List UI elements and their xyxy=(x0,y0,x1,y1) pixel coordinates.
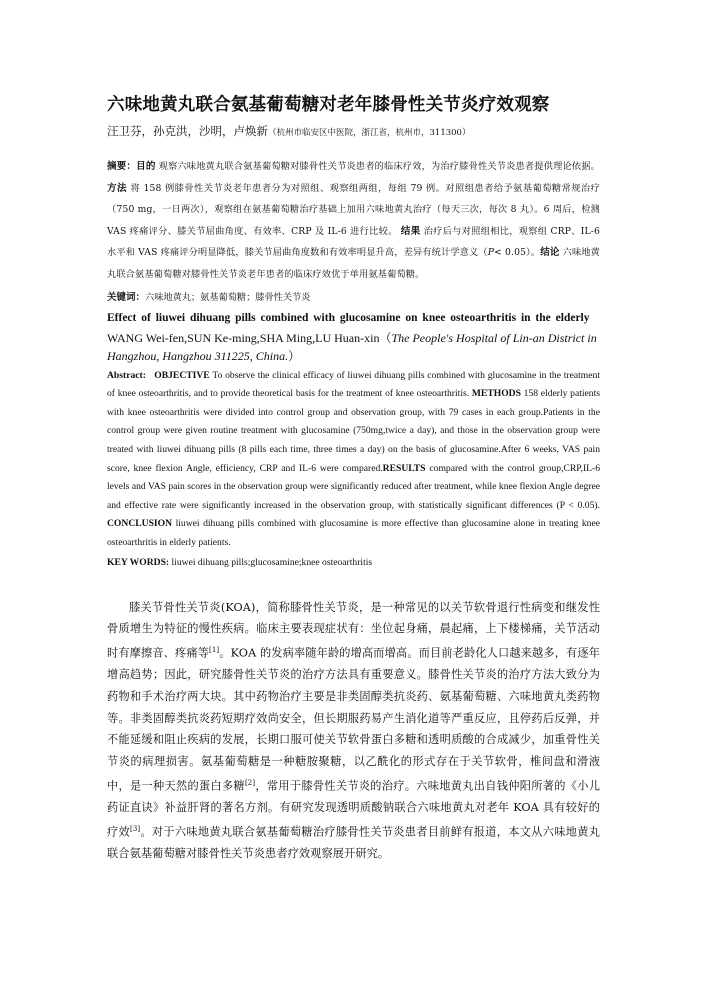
en-authors-line: WANG Wei-fen,SUN Ke-ming,SHA Ming,LU Huan-xin（The People's Hospital of Lin-an District in Hangzhou, Hangzhou 311225, China.） xyxy=(107,330,597,363)
en-methods-label: METHODS xyxy=(471,388,521,400)
cn-authors: 汪卫芬，孙克洪，沙明，卢焕新 xyxy=(107,124,268,138)
cn-keywords-label: 关键词： xyxy=(107,291,146,303)
cn-objective-label: 目的 xyxy=(136,161,156,172)
cn-method-label: 方法 xyxy=(107,182,128,194)
body-text-3: ，常用于膝骨性关节炎的治疗。六味地黄丸出自钱仲阳所著的《小儿药证直诀》补益肝肾的著名方剂。有研究发现透明质酸钠联合六味地黄丸对老年 KOA 具有较好的疗效 xyxy=(107,779,600,839)
en-title: Effect of liuwei dihuang pills combined with glucosamine on knee osteoarthritis in the elderly xyxy=(107,311,590,324)
cn-result: 治疗后与对照组相比，观察组 CRP、IL-6 水平和 VAS 疼痛评分明显降低，膝关节屈曲角度数和有效率明显升高，差异有统计学意义（ xyxy=(107,225,600,259)
cn-method: 将 158 例膝骨性关节炎老年患者分为对照组、观察组两组，每组 79 例。对照组患者给予氨基葡萄糖常规治疗（750 mg，一日两次），观察组在氨基葡萄糖治疗基础上加用六味地黄丸治疗（每天三次，每次 8 丸）。6 周后，检测 VAS 疼痛评分、膝关节屈曲角度、有效率、CRP 及 IL-6 进行比较。 xyxy=(107,182,600,237)
citation-3: [3] xyxy=(130,825,141,833)
en-conclusion: liuwei dihuang pills combined with glucosamine is more effective than glucosamine alone in treating knee osteoarthritis in elderly patients. xyxy=(107,518,600,548)
cn-conclusion-label: 结论 xyxy=(540,247,560,259)
body-text-4: 。对于六味地黄丸联合氨基葡萄糖治疗膝骨性关节炎患者目前鲜有报道，本文从六味地黄丸联合氨基葡萄糖对膝骨性关节炎患者疗效观察展开研究。 xyxy=(107,825,600,861)
en-abstract-label: Abstract: xyxy=(107,369,146,381)
cn-abstract-label: 摘要： xyxy=(107,161,137,172)
en-keywords-label: KEY WORDS: xyxy=(107,556,170,568)
cn-result-p: P xyxy=(487,247,495,259)
cn-result-tail: < 0.05）。 xyxy=(494,247,541,259)
en-authors: WANG Wei-fen,SUN Ke-ming,SHA Ming,LU Huan-xin xyxy=(107,330,380,345)
en-keywords: liuwei dihuang pills;glucosamine;knee osteoarthritis xyxy=(169,556,373,568)
en-affiliation: The People's Hospital of Lin-an District in Hangzhou, Hangzhou 311225, China. xyxy=(107,330,597,363)
en-keywords-line xyxy=(107,554,600,572)
cn-objective: 观察六味地黄丸联合氨基葡萄糖对膝骨性关节炎患者的临床疗效，为治疗膝骨性关节炎患者提供理论依据。 xyxy=(158,161,600,172)
citation-1: [1] xyxy=(209,645,220,654)
cn-abstract xyxy=(107,156,600,286)
cn-affiliation: （杭州市临安区中医院，浙江省，杭州市，311300） xyxy=(268,128,471,138)
cn-keywords: 六味地黄丸；氨基葡萄糖；膝骨性关节炎 xyxy=(145,291,311,303)
en-results: compared with the control group,CRP,IL-6 levels and VAS pain scores in the observation group were significantly reduced after treatment, while knee flexion Angle degree and effective rate were significantly increased in the observation group, with statistically significant differences (P < 0.05). xyxy=(107,462,600,511)
cn-authors-line xyxy=(107,122,600,142)
en-objective-label: OBJECTIVE xyxy=(154,369,210,381)
cn-title: 六味地黄丸联合氨基葡萄糖对老年膝骨性关节炎疗效观察 xyxy=(107,95,550,115)
en-abstract xyxy=(107,367,600,553)
body-text-1: 膝关节骨性关节炎(KOA)，简称膝骨性关节炎，是一种常见的以关节软骨退行性病变和继发性骨质增生为特征的慢性疾病。临床主要表现症状有：坐位起身痛，晨起痛，上下楼梯痛，关节活动时有摩擦音、疼痛等 xyxy=(107,600,600,660)
cn-result-label: 结果 xyxy=(400,225,421,237)
cn-keywords-line xyxy=(107,289,600,307)
paper-page xyxy=(107,92,600,865)
body-text-2: 。KOA 的发病率随年龄的增高而增高。而目前老龄化人口越来越多，有逐年增高趋势；因此，研究膝骨性关节炎的治疗方法具有重要意义。膝骨性关节炎的治疗方法大致分为药物和手术治疗两大块。其中药物治疗主要是非类固醇类抗炎药、氨基葡萄糖、六味地黄丸类药物等。非类固醇类抗炎药短期疗效尚安全，但长期服药易产生消化道等严重反应，且停药后反弹，并不能延缓和阻止疾病的发展，长期口服可使关节软骨蛋白多糖和透明质酸的合成减少，加重骨性关节炎的病理损害。氨基葡萄糖是一种糖胺聚糖，以乙酰化的形式存在于关节软骨，椎间盘和滑液中，是一种天然的蛋白多糖 xyxy=(107,646,600,793)
en-objective: To observe the clinical efficacy of liuwei dihuang pills combined with glucosamine in the treatment of knee osteoarthritis, and to provide theoretical basis for the treatment of knee osteoarthritis. xyxy=(107,369,600,400)
citation-2: [2] xyxy=(244,778,256,787)
en-results-label: RESULTS xyxy=(382,462,426,474)
en-conclusion-label: CONCLUSION xyxy=(107,518,173,530)
en-methods: 158 elderly patients with knee osteoarthritis were divided into control group and observation group, with 79 cases in each group.Patients in the control group were given routine treatment with glucosamine (750mg,twice a day), and those in the observation group were treated with liuwei dihuang pills (8 pills each time, three times a day) on the basis of glucosamine.After 6 weeks, VAS pain score, knee flexion Angle, efficiency, CRP and IL-6 were compared. xyxy=(107,388,600,474)
cn-conclusion: 六味地黄丸联合氨基葡萄糖对膝骨性关节炎老年患者的临床疗效优于单用氨基葡萄糖。 xyxy=(107,247,600,280)
body-paragraph xyxy=(107,597,600,866)
